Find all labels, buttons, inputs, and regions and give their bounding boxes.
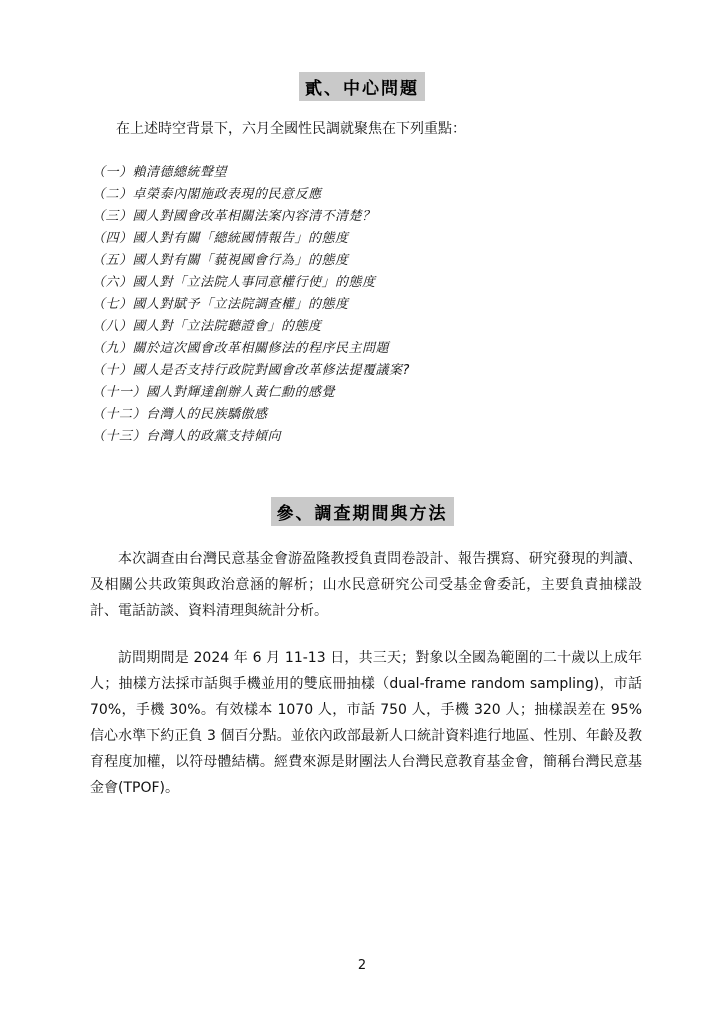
- list-item: （九）關於這次國會改革相關修法的程序民主問題: [92, 341, 390, 356]
- method-paragraph-1: 本次調查由台灣民意基金會游盈隆教授負責問卷設計、報告撰寫、研究發現的判讀、及相關公共政策與政治意涵的解析；山水民意研究公司受基金會委託，主要負責抽樣設計、電話訪談、資料清理與統計分析。: [90, 551, 642, 619]
- focus-list: [92, 162, 410, 448]
- section-2-heading: 貳、中心問題: [299, 72, 425, 101]
- list-item: （八）國人對「立法院聽證會」的態度: [92, 319, 322, 334]
- section-2-intro: 在上述時空背景下，六月全國性民調就聚焦在下列重點：: [116, 121, 466, 137]
- list-item: （六）國人對「立法院人事同意權行使」的態度: [92, 275, 376, 290]
- list-item: （五）國人對有關「藐視國會行為」的態度: [92, 253, 349, 268]
- list-item: （七）國人對賦予「立法院調查權」的態度: [92, 297, 349, 312]
- list-item: （十三）台灣人的政黨支持傾向: [92, 429, 282, 444]
- list-item: （十一）國人對輝達創辦人黃仁勳的感覺: [92, 385, 336, 400]
- method-paragraph-2: 訪問期間是 2024 年 6 月 11-13 日，共三天；對象以全國為範圍的二十歲以上成年人；抽樣方法採市話與手機並用的雙底冊抽樣（dual-frame random sampling)，市話 70%，手機 30%。有效樣本 1070 人，市話 750 人，手機 320 人；抽樣誤差在 95%信心水準下約正負 3 個百分點。並依內政部最新人口統計資料進行地區、性別、年齡及教育程度加權，以符母體結構。經費來源是財團法人台灣民意教育基金會，簡稱台灣民意基金會(TPOF)。: [90, 650, 642, 796]
- list-item: （三）國人對國會改革相關法案內容清不清楚？: [92, 209, 376, 224]
- list-item: （十）國人是否支持行政院對國會改革修法提覆議案?: [92, 363, 410, 378]
- list-item: （四）國人對有關「總統國情報告」的態度: [92, 231, 349, 246]
- section-2-heading-wrap: [0, 72, 724, 101]
- page-number: 2: [357, 958, 367, 973]
- list-item: （二）卓榮泰內閣施政表現的民意反應: [92, 187, 322, 202]
- section-3-heading: 參、調查期間與方法: [271, 497, 454, 526]
- list-item: （一）賴清德總統聲望: [92, 165, 228, 180]
- list-item: （十二）台灣人的民族驕傲感: [92, 407, 268, 422]
- section-3-heading-wrap: [0, 497, 724, 526]
